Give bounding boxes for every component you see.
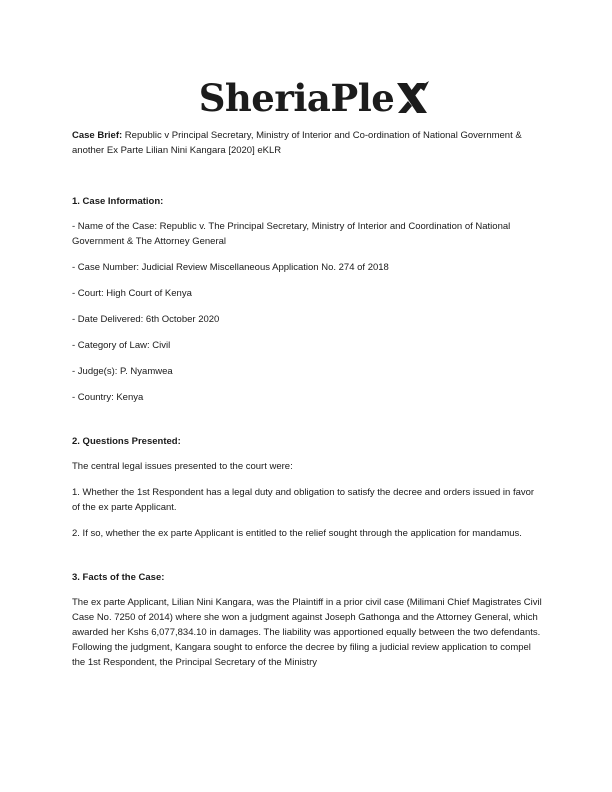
case-info-item: - Judge(s): P. Nyamwea [72, 366, 173, 377]
section-heading: 2. Questions Presented: [72, 436, 181, 447]
question-item: 2. If so, whether the ex parte Applicant is entitled to the relief sought through the application for mandamus. [72, 528, 522, 539]
sheriaplex-logo [0, 72, 612, 124]
facts-paragraph: The ex parte Applicant, Lilian Nini Kangara, was the Plaintiff in a prior civil case (Milimani Chief Magistrates Civil Case No. 7250 of 2014) where she won a judgment against Joseph Gathonga and the Attorney General, which awarded her Kshs 6,077,834.10 in damages. The liability was apportioned equally between the two defendants. Following the judgment, Kangara sought to enforce the decree by filing a judicial review application to compel the 1st Respondent, the Principal Secretary of the Ministry [72, 597, 542, 668]
section-facts [72, 570, 542, 670]
case-brief [72, 128, 542, 158]
section-questions-presented [72, 434, 542, 541]
case-info-item: - Date Delivered: 6th October 2020 [72, 314, 220, 325]
section-case-information [72, 194, 542, 405]
logo-wordmark: SheriaPle [198, 76, 395, 120]
section-heading: 3. Facts of the Case: [72, 572, 165, 583]
case-brief-text: Republic v Principal Secretary, Ministry of Interior and Co-ordination of National Government & another Ex Parte Lilian Nini Kangara [2020] eKLR [72, 130, 522, 156]
section-spacer [72, 416, 542, 434]
questions-intro: The central legal issues presented to the court were: [72, 461, 293, 472]
case-info-item: - Name of the Case: Republic v. The Principal Secretary, Ministry of Interior and Coordination of National Government & The Attorney General [72, 221, 511, 247]
question-item: 1. Whether the 1st Respondent has a legal duty and obligation to satisfy the decree and orders issued in favor of the ex parte Applicant. [72, 487, 535, 513]
logo-x-mark-icon [395, 79, 429, 117]
document-body [72, 128, 542, 681]
case-brief-label: Case Brief: [72, 130, 123, 141]
case-info-item: - Case Number: Judicial Review Miscellaneous Application No. 274 of 2018 [72, 262, 389, 273]
section-spacer [72, 552, 542, 570]
case-info-item: - Category of Law: Civil [72, 340, 171, 351]
case-info-item: - Court: High Court of Kenya [72, 288, 192, 299]
section-heading: 1. Case Information: [72, 196, 164, 207]
logo-inner [199, 72, 430, 124]
case-info-item: - Country: Kenya [72, 392, 144, 403]
